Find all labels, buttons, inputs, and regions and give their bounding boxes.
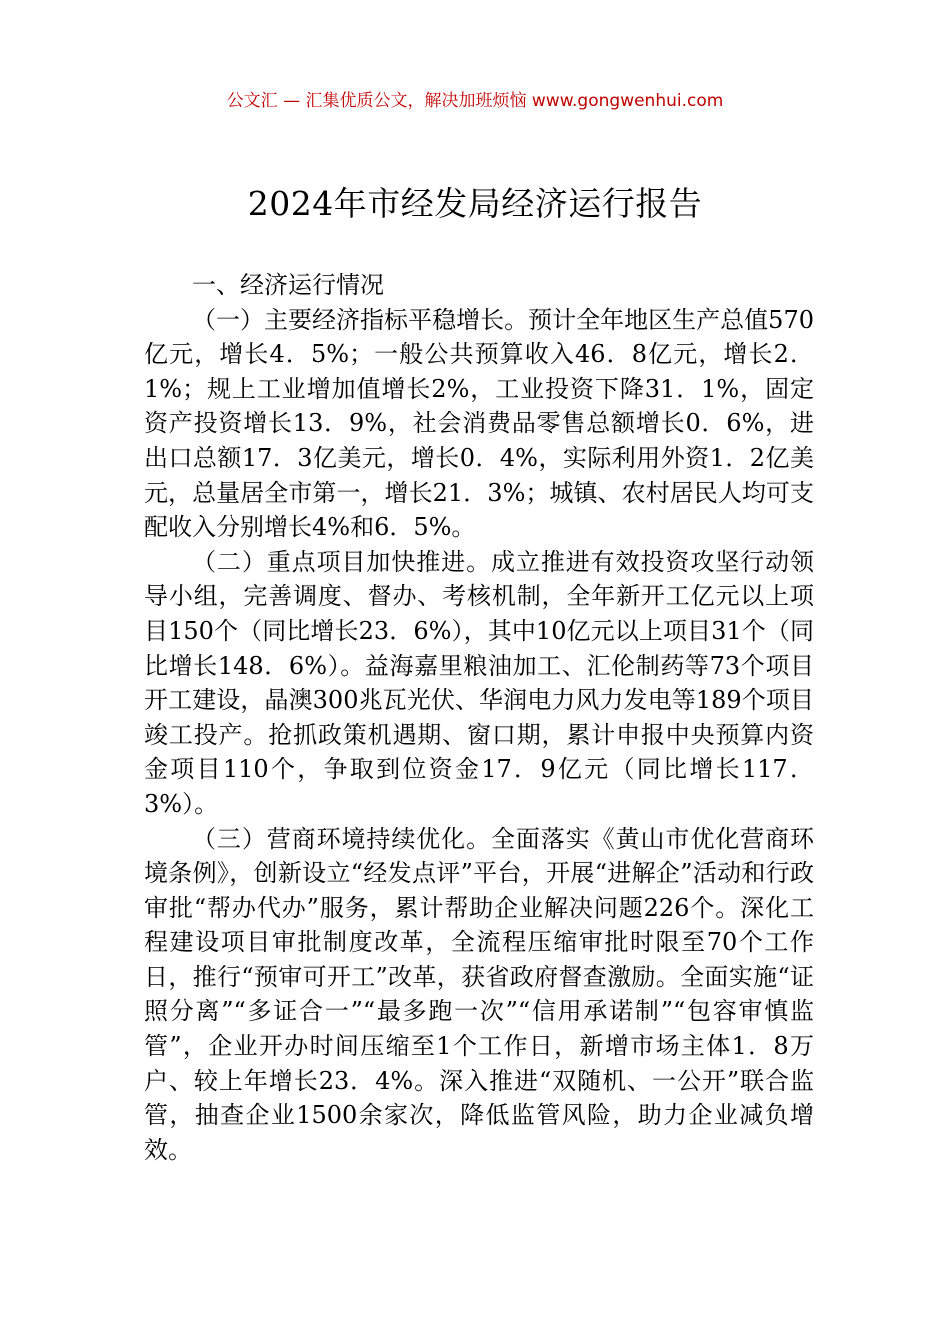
document-title: 2024年市经发局经济运行报告 — [247, 184, 703, 223]
document-body — [144, 268, 814, 1167]
paragraph-economic-indicators: （一）主要经济指标平稳增长。预计全年地区生产总值570亿元，增长4．5%；一般公共预算收入46．8亿元，增长2．1%；规上工业增加值增长2%，工业投资下降31．1%，固定资产投资增长13．9%，社会消费品零售总额增长0．6%，进出口总额17．3亿美元，增长0．4%，实际利用外资1．2亿美元，总量居全市第一，增长21．3%；城镇、农村居民人均可支配收入分别增长4%和6．5%。 — [144, 305, 814, 542]
paragraph-business-environment: （三）营商环境持续优化。全面落实《黄山市优化营商环境条例》，创新设立“经发点评”平台，开展“进解企”活动和行政审批“帮办代办”服务，累计帮助企业解决问题226个。深化工程建设项目审批制度改革，全流程压缩审批时限至70个工作日，推行“预审可开工”改革，获省政府督查激励。全面实施“证照分离”“多证合一”“最多跑一次”“信用承诺制”“包容审慎监管”，企业开办时间压缩至1个工作日，新增市场主体1．8万户、较上年增长23．4%。深入推进“双随机、一公开”联合监管，抽查企业1500余家次，降低监管风险，助力企业减负增效。 — [144, 824, 814, 1164]
paragraph-key-projects: （二）重点项目加快推进。成立推进有效投资攻坚行动领导小组，完善调度、督办、考核机制，全年新开工亿元以上项目150个（同比增长23．6%），其中10亿元以上项目31个（同比增长148．6%）。益海嘉里粮油加工、汇伦制药等73个项目开工建设，晶澳300兆瓦光伏、华润电力风力发电等189个项目竣工投产。抢抓政策机遇期、窗口期，累计申报中央预算内资金项目110个，争取到位资金17．9亿元（同比增长117．3%）。 — [144, 547, 814, 818]
header-note: 公文汇 — 汇集优质公文，解决加班烦恼 www.gongwenhui.com — [226, 91, 724, 111]
section-heading: 一、经济运行情况 — [192, 271, 384, 299]
